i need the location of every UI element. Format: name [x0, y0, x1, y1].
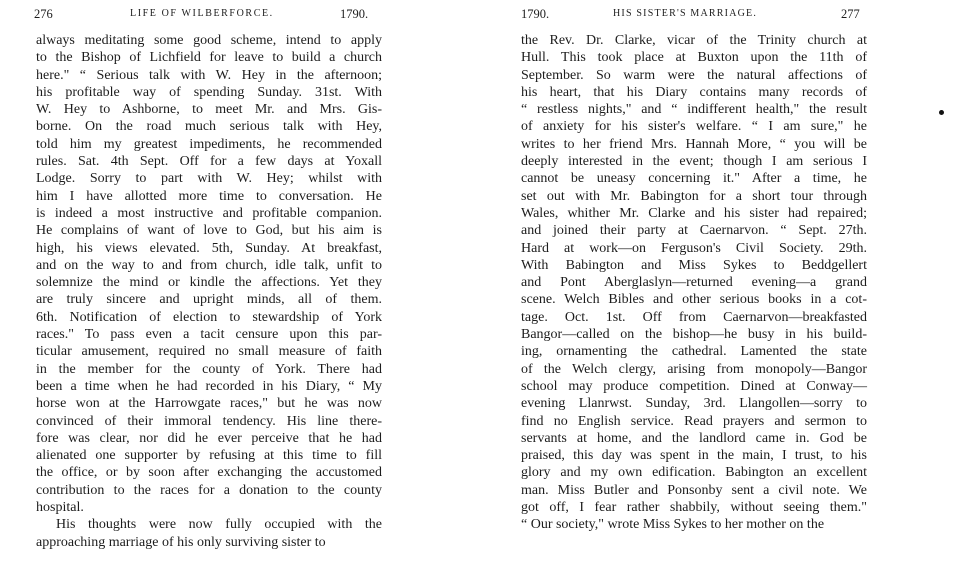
- left-body-text: [36, 32, 382, 551]
- text-line: borne. On the road much serious talk with Hey,: [36, 119, 382, 135]
- text-line: horse won at the Harrowgate races," but he was now: [36, 396, 382, 412]
- text-line: his heart, that his Diary contains many records of: [521, 84, 867, 100]
- right-running-title: HIS SISTER'S MARRIAGE.: [613, 8, 758, 19]
- text-line: Bangor—called on the bishop—he busy in his build-: [521, 327, 867, 343]
- text-line: alienated one supporter by refusing at this time to fill: [36, 448, 382, 464]
- text-line: been a time when he had recorded in his Diary, “ My: [36, 378, 382, 394]
- text-line: writes to her friend Mrs. Hannah More, “ you will be: [521, 136, 867, 152]
- text-line: Wales, whither Mr. Clarke and his sister had repaired;: [521, 205, 867, 221]
- text-line: He complains of want of love to God, but his aim is: [36, 223, 382, 239]
- text-line: scene. Welch Bibles and other serious books in a cot-: [521, 292, 867, 308]
- text-line: fore was clear, nor did he ever perceive that he had: [36, 430, 382, 446]
- text-line: “ Our society," wrote Miss Sykes to her mother on the: [521, 517, 825, 533]
- text-line: got off, I fear rather shabbily, without seeing them.": [521, 500, 867, 516]
- text-line: ticular amusement, required no small measure of faith: [36, 344, 382, 360]
- text-line: W. Hey to Ashborne, to meet Mr. and Mrs. Gis-: [36, 102, 382, 118]
- text-line: find no English service. Read prayers and sermon to: [521, 413, 867, 429]
- text-line: cannot be uneasy concerning it." After a time, he: [521, 171, 867, 187]
- text-line: hospital.: [36, 500, 84, 516]
- text-line: told him my greatest impediments, he recommended: [36, 136, 382, 152]
- text-line: the office, or by soon after exchanging the accustomed: [36, 465, 382, 481]
- text-line: his profitable way of spending Sunday. 31st. With: [36, 84, 382, 100]
- text-line: solemnize the mind or kindle the affections. Yet they: [36, 275, 382, 291]
- text-line: set out with Mr. Babington for a short tour through: [521, 188, 867, 204]
- text-line: to the Bishop of Lichfield for leave to build a church: [36, 50, 382, 66]
- text-line: September. So warm were the natural affections of: [521, 67, 867, 83]
- text-line: high, his views elevated. 5th, Sunday. At breakfast,: [36, 240, 382, 256]
- text-line: him I have allotted more time to conversation. He: [36, 188, 382, 204]
- right-year: 1790.: [521, 7, 550, 21]
- ink-speck: [939, 110, 944, 115]
- right-page: [521, 0, 867, 533]
- text-line: Hull. This took place at Buxton upon the 11th of: [521, 50, 867, 66]
- text-line: glory and my own edification. Babington an excellent: [521, 465, 867, 481]
- text-line: races." To pass even a tacit censure upon this par-: [36, 327, 382, 343]
- left-year: 1790.: [340, 7, 369, 21]
- text-line: servants at home, and the landlord came in. God be: [521, 430, 867, 446]
- text-line: deeply interested in the event; though I am serious I: [521, 154, 867, 170]
- text-line: always meditating some good scheme, intend to apply: [36, 33, 382, 48]
- text-line: in the member for the county of York. There had: [36, 361, 382, 377]
- text-line: man. Miss Butler and Ponsonby sent a civil note. We: [521, 482, 867, 498]
- right-page-number: 277: [841, 7, 860, 21]
- text-line: of the Welch clergy, arising from monopoly—Bangor: [521, 361, 867, 377]
- right-body-text: [521, 32, 867, 534]
- text-line: evening Llanrwst. Sunday, 3rd. Llangollen—sorry to: [521, 396, 867, 412]
- text-line: tage. Oct. 1st. Off from Caernarvon—breakfasted: [521, 309, 867, 325]
- text-line: praised, this day was spent in the main, I trust, to his: [521, 448, 867, 464]
- text-line: Lodge. Sorry to part with W. Hey; whilst with: [36, 171, 382, 187]
- left-running-title: LIFE OF WILBERFORCE.: [130, 8, 274, 19]
- text-line: 6th. Notification of election to stewardship of York: [36, 309, 382, 325]
- text-line: His thoughts were now fully occupied with the: [56, 517, 382, 533]
- text-line: approaching marriage of his only surviving sister to: [36, 534, 326, 550]
- text-line: “ restless nights," and “ indifferent health," the result: [521, 102, 867, 118]
- text-line: and Pont Aberglaslyn—returned evening—a grand: [521, 275, 867, 291]
- left-page: [34, 0, 382, 550]
- text-line: the Rev. Dr. Clarke, vicar of the Trinity church at: [521, 33, 867, 48]
- right-running-head: [521, 4, 867, 24]
- text-line: and on the way to and from church, idle talk, unfit to: [36, 257, 382, 273]
- text-line: Hard at work—on Ferguson's Civil Society. 29th.: [521, 240, 867, 256]
- text-line: of anxiety for his sister's welfare. “ I am sure," he: [521, 119, 867, 135]
- text-line: contribution to the races for a donation to the county: [36, 482, 382, 498]
- text-line: is indeed a most instructive and profitable companion.: [36, 205, 382, 221]
- text-line: rules. Sat. 4th Sept. Off for a few days at Yoxall: [36, 154, 382, 170]
- text-line: convinced of their immoral tendency. His line there-: [36, 413, 382, 429]
- left-page-number: 276: [34, 7, 53, 21]
- text-line: are truly sincere and upright minds, all of them.: [36, 292, 382, 308]
- text-line: ing, ornamenting the cathedral. Lamented the state: [521, 344, 867, 360]
- text-line: school may produce competition. Dined at Conway—: [521, 378, 867, 394]
- text-line: With Babington and Miss Sykes to Beddgellert: [521, 257, 867, 273]
- text-line: and joined their party at Caernarvon. “ Sept. 27th.: [521, 223, 867, 239]
- left-running-head: [36, 4, 382, 24]
- text-line: here." “ Serious talk with W. Hey in the afternoon;: [36, 67, 382, 83]
